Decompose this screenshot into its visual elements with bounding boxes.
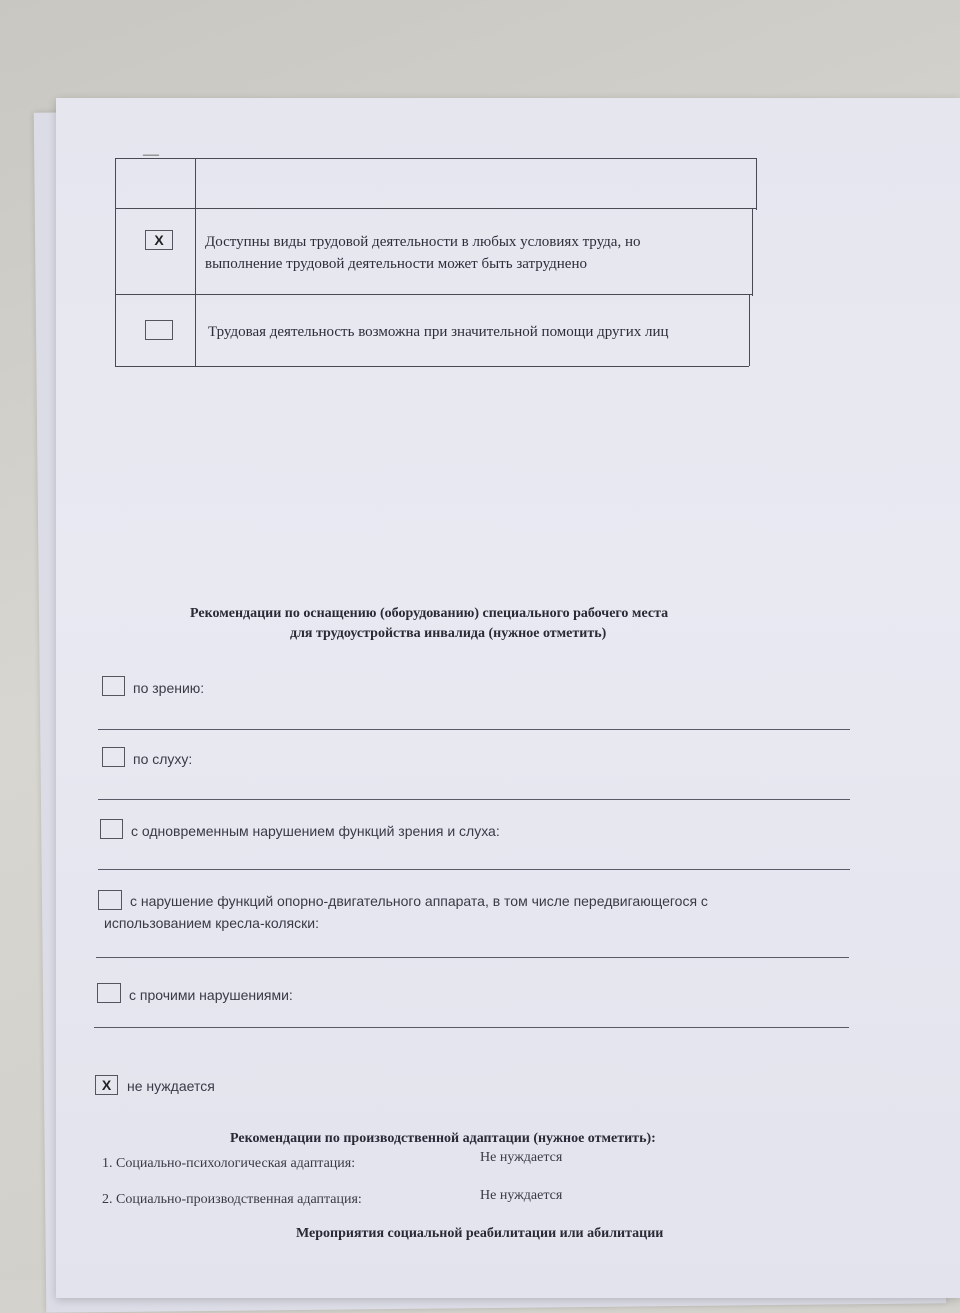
table-bottom-border (115, 366, 749, 367)
option-label-vision: по зрению: (133, 680, 205, 696)
adaptation-value: Не нуждается (480, 1150, 563, 1165)
table-cell-text: Трудовая деятельность возможна при значительной помощи других лиц (208, 324, 669, 340)
checkbox-other[interactable] (97, 983, 121, 1003)
table-right-border (749, 294, 750, 366)
table-row-divider (115, 208, 757, 209)
checkbox-not-needed[interactable] (95, 1075, 118, 1095)
fill-line-vision[interactable] (98, 729, 850, 730)
checkbox-mark: X (154, 232, 164, 248)
fill-line-musculoskeletal[interactable] (96, 957, 849, 958)
adaptation-label: 2. Социально-производственная адаптация: (102, 1192, 362, 1207)
section-title: для трудоустройства инвалида (нужное отметить) (290, 626, 607, 641)
adaptation-value: Не нуждается (480, 1188, 563, 1203)
option-label-hearing: по слуху: (133, 751, 193, 767)
option-label-other: с прочими нарушениями: (129, 987, 293, 1003)
adaptation-label: 1. Социально-психологическая адаптация: (102, 1156, 356, 1171)
fill-line-other[interactable] (94, 1027, 849, 1028)
fill-line-vision-hearing[interactable] (98, 869, 850, 870)
section-title: Рекомендации по производственной адаптации (нужное отметить): (230, 1131, 656, 1146)
checkbox-mark: X (101, 1077, 112, 1093)
checkbox-vision[interactable] (102, 676, 125, 696)
table-dash-mark: — (143, 146, 159, 163)
option-label-musculoskeletal: с нарушение функций опорно-двигательного аппарата, в том числе передвигающегося с (130, 893, 708, 909)
row-checkbox-difficult[interactable] (145, 230, 173, 250)
option-label-not-needed: не нуждается (127, 1078, 215, 1094)
option-label-vision-hearing: с одновременным нарушением функций зрения и слуха: (131, 823, 500, 839)
section-title: Мероприятия социальной реабилитации или абилитации (296, 1226, 664, 1241)
table-cell-text: Доступны виды трудовой деятельности в любых условиях труда, но (205, 234, 641, 250)
option-label-musculoskeletal-cont: использованием кресла-коляски: (104, 915, 319, 931)
table-right-border (752, 208, 753, 296)
table-right-border (756, 158, 757, 210)
section-title: Рекомендации по оснащению (оборудованию) специального рабочего места (190, 606, 669, 621)
document-page (56, 98, 960, 1298)
table-cell-text: выполнение трудовой деятельности может быть затруднено (205, 256, 587, 272)
table-column-divider (195, 158, 196, 366)
table-left-border (115, 158, 116, 366)
table-row-divider (115, 294, 752, 295)
row-checkbox-assistance[interactable] (145, 320, 173, 340)
table-top-border (115, 158, 757, 159)
fill-line-hearing[interactable] (98, 799, 850, 800)
checkbox-musculoskeletal[interactable] (98, 890, 122, 910)
checkbox-hearing[interactable] (102, 747, 125, 767)
checkbox-vision-hearing[interactable] (100, 819, 123, 839)
